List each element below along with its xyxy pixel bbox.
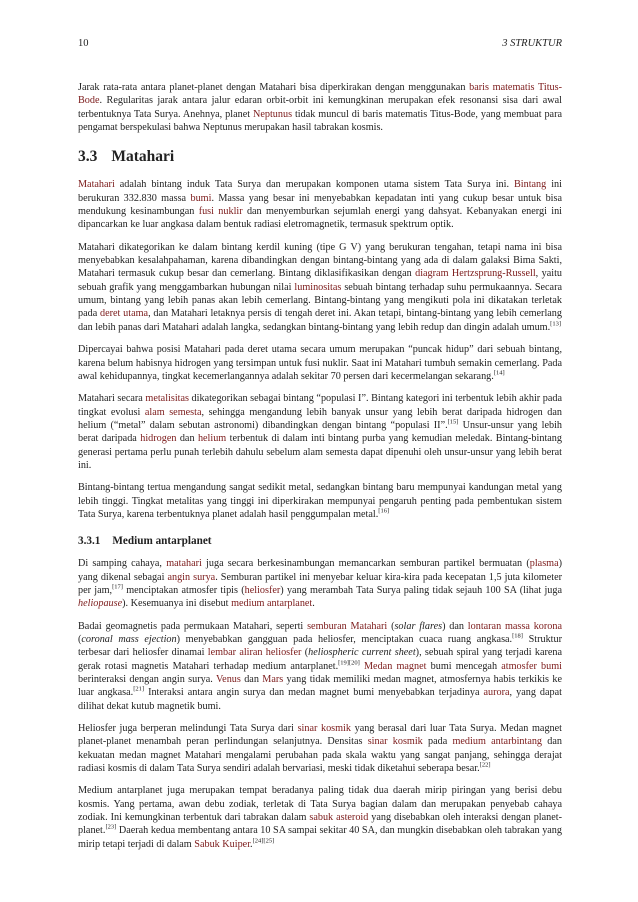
section-number: 3.3: [78, 148, 98, 166]
intro-paragraph: [78, 81, 562, 134]
wiki-link[interactable]: hidrogen: [140, 433, 177, 445]
text-run: dan kekuatan medan magnet Matahari mengalami perubahan pada skala waktu yang sangat panjang, sehingga derajat radiasi kosmis di dalam Tata Surya sendiri adalah bervariasi, meski tidak diketahui seberapa besar.: [78, 736, 562, 775]
text-run: ) yang merambah Tata Surya paling tidak sejauh 100 SA (lihat juga: [280, 584, 562, 596]
subsection-heading: [78, 535, 562, 547]
text-run: Unsur-unsur yang lebih berat daripada: [78, 419, 562, 445]
text-run: Dipercayai bahwa posisi Matahari pada deret utama secara umum merupakan “puncak hidup” dari sebuah bintang, karena belum habisnya hidrogen yang tersimpan untuk fusi nuklir. Saat ini Matahari tumbuh semakin cemerlang. Pada awal kehidupannya, tingkat kecemerlangannya adalah sekitar 70 persen dari kecermelangan sekarang.: [78, 344, 562, 382]
wiki-link[interactable]: sinar kosmik: [367, 736, 423, 748]
text-run: sebuah bintang terhadap suhu permukaannya. Secara umum, bintang yang lebih panas akan lebih cemerlang. Bintang-bintang yang mengikuti pola ini dikatakan terletak pada: [78, 281, 562, 320]
citation-ref[interactable]: [23]: [105, 824, 117, 832]
citation-ref[interactable]: [24][25]: [252, 837, 275, 845]
citation-ref[interactable]: [14]: [493, 369, 505, 377]
text-run: Bintang-bintang tertua mengandung sangat sedikit metal, sedangkan bintang baru mempunyai kandungan metal yang lebih tinggi. Tingkat metalitas yang tinggi ini diperkirakan mempunyai pengaruh penting pada pembentukan sistem Tata Surya, karena terbentuknya planet adalah hasil penggumpalan metal.: [78, 482, 562, 520]
text-run: (: [78, 634, 82, 645]
text-run: , yaitu sebuah grafik yang menggambarkan hubungan nilai: [78, 268, 562, 293]
text-run: ini berukuran 332.830 massa: [78, 179, 562, 204]
text-run: Medium antarplanet juga merupakan tempat beradanya paling tidak dua daerah mirip piringan yang berisi debu kosmis. Yang pertama, awan debu zodiak, terletak di Tata Surya bagian dalam dan merupakan penyebab cahaya zodiak. Ini kemungkinan terbentuk dari tabrakan dalam: [78, 785, 562, 824]
body-paragraph: [78, 481, 562, 521]
text-run: Daerah kedua membentang antara 10 SA sampai sekitar 40 SA, dan mungkin disebabkan oleh tabrakan yang mirip tetapi terjadi di dalam: [78, 825, 562, 850]
wiki-link[interactable]: deret utama: [100, 308, 149, 320]
wiki-link[interactable]: sinar kosmik: [297, 723, 351, 735]
wiki-link[interactable]: Medan magnet: [364, 660, 427, 672]
text-run: yang disebabkan oleh interaksi dengan planet-planet.: [78, 812, 562, 837]
text-run: Badai geomagnetis pada permukaan Matahari, seperti: [78, 620, 308, 632]
wiki-link[interactable]: medium antarplanet: [231, 598, 313, 610]
page-number: 10: [78, 38, 89, 49]
wiki-link[interactable]: sabuk asteroid: [309, 812, 369, 824]
text-run: yang tidak memiliki medan magnet, atmosfernya habis terkikis ke luar angkasa.: [78, 674, 562, 699]
section-body: [78, 178, 562, 521]
body-paragraph: [78, 722, 562, 775]
wiki-link[interactable]: heliopause: [78, 598, 123, 610]
wiki-link[interactable]: semburan Matahari: [307, 620, 388, 632]
running-header: [78, 38, 562, 49]
wiki-link[interactable]: lembar aliran heliosfer: [207, 647, 302, 659]
text-run: menciptakan atmosfer tipis (: [122, 584, 245, 596]
text-run: .: [312, 598, 315, 610]
body-paragraph: [78, 557, 562, 610]
text-run: dan: [176, 433, 198, 445]
subsection-body: [78, 557, 562, 851]
section-heading: [78, 148, 562, 166]
text-run: yang berasal dari luar Tata Surya. Medan magnet planet-planet menambah peran perlindungan selanjutnya. Densitas: [78, 723, 562, 748]
subsection-number: 3.3.1: [78, 535, 101, 548]
text-run: Di samping cahaya,: [78, 558, 167, 570]
citation-ref[interactable]: [19][20]: [338, 659, 360, 667]
text-run: .: [250, 838, 253, 850]
text-run: ) dan: [442, 620, 468, 632]
text-run: adalah bintang induk Tata Surya dan merupakan komponen utama sistem Tata Surya ini.: [114, 179, 514, 191]
section-title: Matahari: [111, 148, 175, 166]
text-run: tidak muncul di baris matematis Titus-Bode, yang membuat para pengamat berspekulasi bahwa Neptunus merupakan hasil tabrakan kosmis.: [78, 108, 562, 134]
body-paragraph: [78, 241, 562, 334]
text-run: . Massa yang besar ini menyebabkan kepadatan inti yang cukup besar untuk bisa mendukung kesinambungan: [78, 192, 563, 218]
wiki-link[interactable]: Matahari: [78, 179, 115, 191]
wiki-link[interactable]: medium antarbintang: [452, 736, 543, 748]
text-run: , yang dapat dilihat dekat kutub magnetik bumi.: [78, 687, 562, 712]
citation-ref[interactable]: [21]: [133, 685, 145, 693]
text-run: ) menyebabkan gangguan pada heliosfer, menciptakan cuaca ruang angkasa.: [176, 634, 513, 645]
citation-ref[interactable]: [16]: [378, 507, 390, 515]
wiki-link[interactable]: bumi: [190, 192, 212, 204]
wiki-link[interactable]: Bintang: [513, 179, 547, 191]
citation-ref[interactable]: [15]: [447, 418, 459, 426]
wiki-link[interactable]: diagram Hertzsprung-Russell: [415, 268, 536, 280]
wiki-link[interactable]: metalisitas: [145, 393, 189, 405]
wiki-link[interactable]: helium: [197, 433, 227, 445]
body-paragraph: [78, 343, 562, 383]
wiki-link[interactable]: Mars: [262, 674, 284, 686]
wiki-link[interactable]: fusi nuklir: [198, 206, 243, 218]
text-run: ). Kesemuanya ini disebut: [122, 598, 232, 610]
wiki-link[interactable]: alam semesta: [144, 406, 202, 418]
body-paragraph: [78, 392, 562, 472]
wiki-link[interactable]: aurora: [483, 687, 510, 699]
wiki-link[interactable]: matahari: [166, 558, 202, 570]
text-run: Interaksi antara angin surya dan medan magnet bumi menyebabkan terjadinya: [144, 687, 484, 699]
text-run: . Semburan partikel ini menyebar keluar kira-kira pada kecepatan 1,5 juta kilometer per jam,: [78, 571, 563, 596]
text-run: pada: [422, 736, 453, 748]
text-run: juga secara berkesinambungan memancarkan semburan partikel bermuatan (: [201, 558, 530, 570]
wiki-link[interactable]: Venus: [215, 674, 241, 686]
text-run: Heliosfer juga berperan melindungi Tata Surya dari: [78, 723, 298, 735]
text-run: , dan Matahari letaknya persis di tengah deret ini. Akan tetapi, bintang-bintang yang lebih cemerlang dan lebih panas dari Matahari adalah langka, sedangkan bintang-bintang yang lebih redup dan dingin adalah umum.: [78, 308, 562, 333]
citation-ref[interactable]: [22]: [479, 761, 491, 769]
text-run: . Regularitas jarak antara jalur edaran orbit-orbit ini kemungkinan merupakan efek resonansi sisa dari awal terbentuknya Tata Surya. Anehnya, planet: [78, 95, 562, 120]
text-run: Struktur terbesar dari heliosfer dinamai: [78, 634, 562, 659]
body-paragraph: [78, 178, 562, 231]
text-run: Matahari dikategorikan ke dalam bintang kerdil kuning (tipe G V) yang berukuran tengahan, tetapi nama ini bisa menyebabkan kesalahpahaman, karena dibandingkan dengan bintang-bintang yang ada di dalam galaksi Bima Sakti, Matahari termasuk cukup besar dan cemerlang. Bintang diklasifikasikan dengan: [78, 241, 562, 280]
text-run: (: [387, 620, 395, 632]
text-run: bumi mencegah: [426, 660, 502, 672]
italic-text: solar flares: [394, 620, 443, 632]
citation-ref[interactable]: [13]: [550, 320, 562, 328]
wiki-link[interactable]: heliosfer: [244, 584, 281, 596]
italic-text: heliospheric current sheet: [308, 647, 416, 659]
text-run: ), sebuah spiral yang terjadi karena gerak rotasi magnetis Matahari terhadap medium antarplanet.: [78, 647, 562, 672]
text-run: Jarak rata-rata antara planet-planet dengan Matahari bisa diperkirakan dengan menggunakan: [78, 82, 470, 93]
citation-ref[interactable]: [17]: [112, 583, 123, 591]
text-run: , sehingga mengandung lebih banyak unsur yang lebih berat daripada hidrogen dan helium (“metal” dalam sebutan astronomi) dibandingkan dengan bintang “populasi II”.: [78, 406, 562, 431]
text-run: terbentuk di dalam inti bintang purba yang kemudian meledak. Bintang-bintang generasi pertama perlu punah terlebih dahulu sebelum alam semesta dapat dipenuhi oleh unsur-unsur yang lebih berat ini.: [78, 433, 562, 471]
text-run: berinteraksi dengan angin surya.: [78, 674, 216, 686]
subsection-title: Medium antarplanet: [112, 535, 212, 548]
text-run: ) yang dikenal sebagai: [78, 558, 563, 583]
document-page: [78, 38, 562, 860]
wiki-link[interactable]: angin surya: [167, 571, 216, 583]
text-run: (: [301, 647, 309, 659]
text-run: dan: [240, 674, 263, 686]
wiki-link[interactable]: plasma: [529, 558, 559, 570]
italic-text: coronal mass ejection: [81, 634, 177, 645]
text-run: dan menyemburkan sejumlah energi yang dahsyat. Kebanyakan energi ini dipancarkan ke luar angkasa dalam bentuk radiasi eletromagnetik, termasuk spektrum optik.: [78, 206, 562, 231]
wiki-link[interactable]: Neptunus: [252, 108, 293, 120]
wiki-link[interactable]: Sabuk Kuiper: [194, 838, 251, 850]
chapter-title: 3 STRUKTUR: [502, 38, 562, 49]
wiki-link[interactable]: baris matematis Titus-Bode: [78, 82, 563, 107]
wiki-link[interactable]: atmosfer bumi: [501, 660, 562, 672]
citation-ref[interactable]: [18]: [512, 632, 523, 640]
wiki-link[interactable]: luminositas: [294, 281, 342, 293]
wiki-link[interactable]: lontaran massa korona: [467, 620, 562, 632]
body-paragraph: [78, 620, 562, 713]
text-run: Matahari secara: [78, 393, 146, 405]
body-paragraph: [78, 784, 562, 851]
text-run: dikategorikan sebagai bintang “populasi I”. Bintang kategori ini terbentuk lebih akhir pada tingkat evolusi: [78, 393, 562, 418]
